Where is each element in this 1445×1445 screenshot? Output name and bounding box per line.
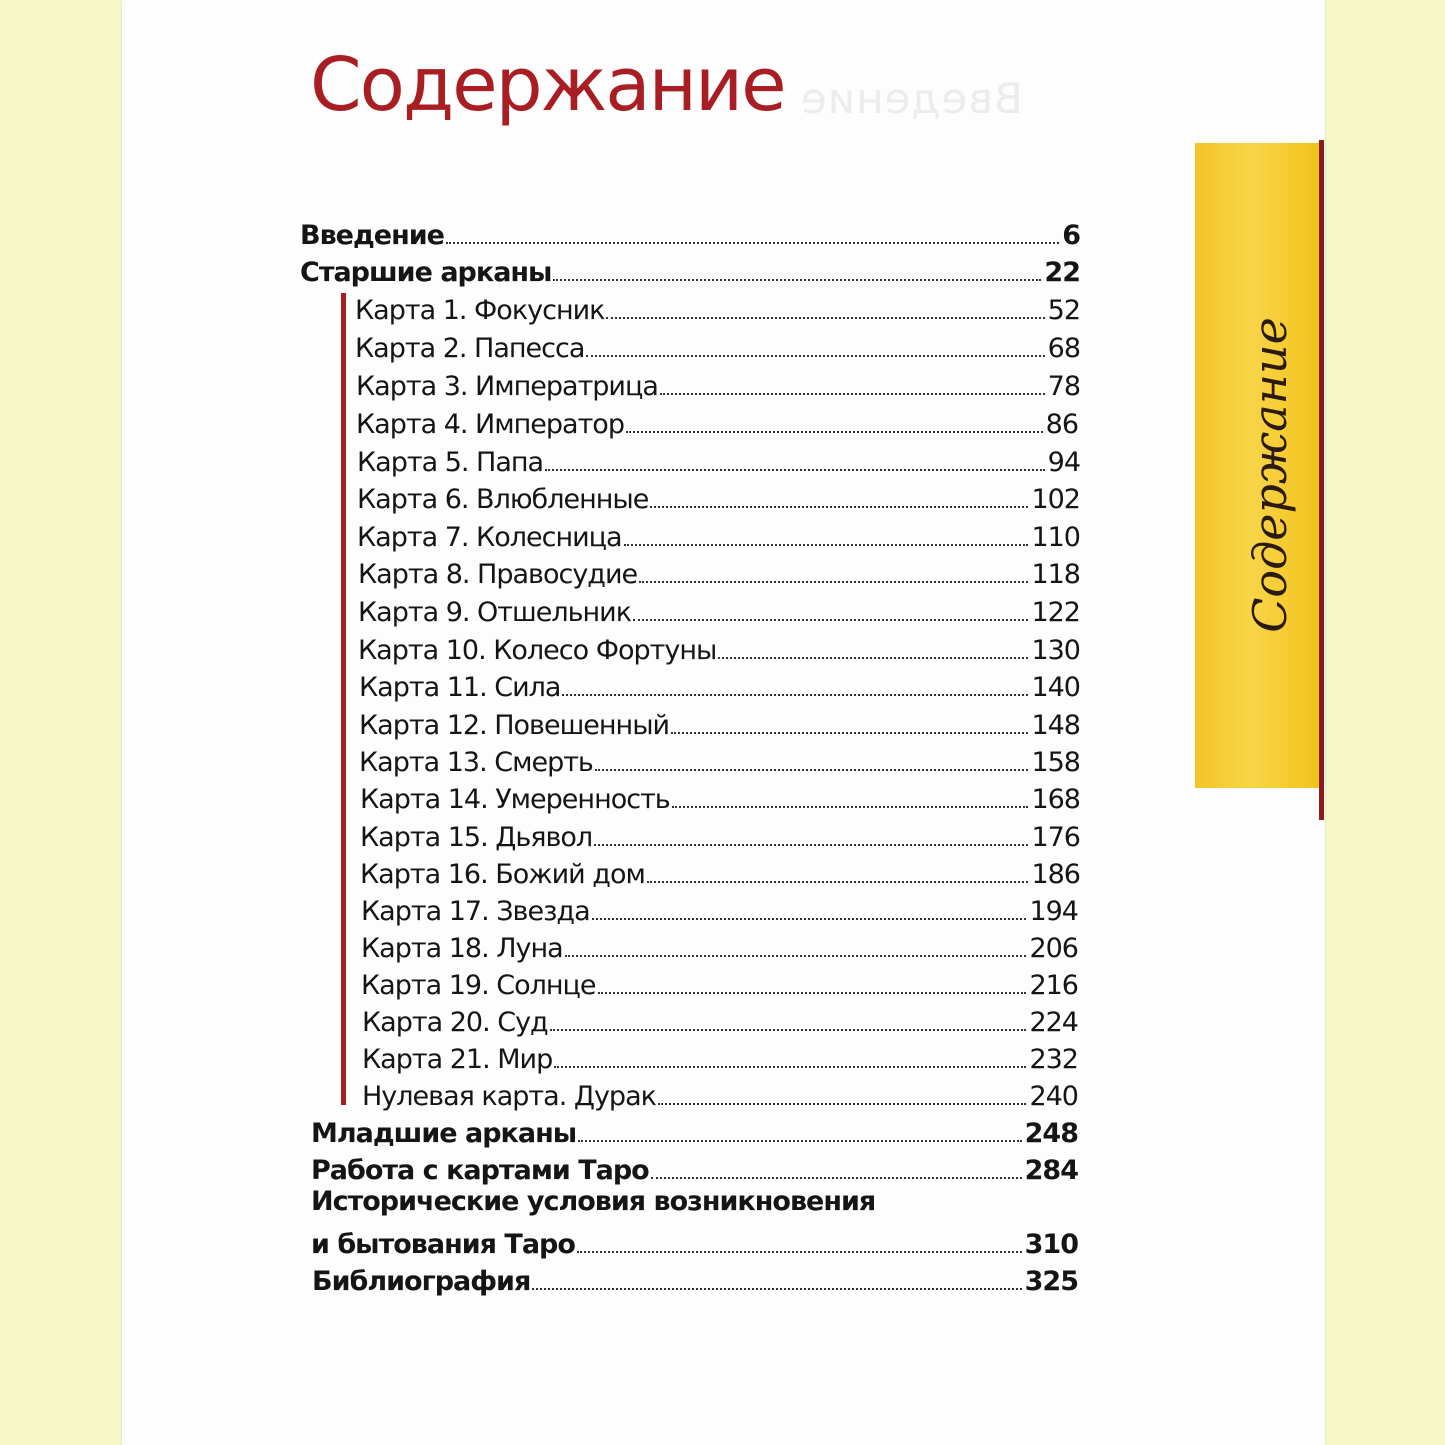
toc-entry[interactable] (360, 852, 1080, 890)
toc-page-number: 118 (1031, 559, 1080, 590)
toc-leader-dots (594, 844, 1028, 846)
toc-entry[interactable] (359, 703, 1080, 741)
toc-page-number: 284 (1024, 1155, 1078, 1186)
toc-entry-title: Карта 2. Папесса (355, 333, 585, 364)
toc-entry-title: Карта 5. Папа (357, 447, 544, 478)
toc-entry-title: Младшие арканы (311, 1118, 577, 1149)
toc-entry-title: Карта 21. Мир (362, 1044, 553, 1075)
side-tab-label: Содержание (1243, 317, 1297, 633)
toc-leader-dots (672, 806, 1029, 808)
toc-leader-dots (562, 694, 1028, 696)
toc-entry[interactable] (361, 889, 1078, 927)
toc-entry-title: Карта 12. Повешенный (359, 710, 670, 741)
toc-entry-title: Карта 7. Колесница (357, 522, 622, 553)
toc-entry-title: Карта 16. Божий дом (360, 859, 645, 890)
toc-page-number: 224 (1029, 1007, 1078, 1038)
toc-page-number: 110 (1031, 522, 1080, 553)
toc-leader-dots (639, 581, 1028, 583)
toc-entry-title: Карта 13. Смерть (359, 747, 593, 778)
toc-entry[interactable] (360, 815, 1080, 853)
toc-entry-historic-line1: Исторические условия возникновения (311, 1186, 876, 1217)
toc-entry[interactable] (355, 326, 1080, 364)
toc-leader-dots (650, 506, 1028, 508)
toc-leader-dots (532, 1288, 1021, 1290)
toc-entry[interactable] (357, 477, 1080, 515)
show-through-text: Введение (800, 74, 1023, 123)
toc-leader-dots (626, 431, 1043, 433)
toc-entry[interactable] (300, 250, 1080, 288)
toc-entry-title: Введение (300, 220, 444, 251)
toc-leader-dots (651, 1177, 1022, 1179)
toc-page-number: 94 (1047, 447, 1080, 478)
toc-page-number: 122 (1031, 597, 1080, 628)
toc-entry-title: Старшие арканы (300, 257, 552, 288)
toc-page-number: 68 (1047, 333, 1080, 364)
toc-leader-dots (671, 732, 1028, 734)
toc-leader-dots (565, 955, 1027, 957)
toc-page-number: 130 (1031, 635, 1080, 666)
toc-leader-dots (545, 469, 1045, 471)
toc-entry[interactable] (300, 213, 1080, 251)
toc-leader-dots (586, 355, 1044, 357)
toc-page-number: 52 (1047, 295, 1080, 326)
toc-leader-dots (550, 1029, 1027, 1031)
toc-leader-dots (446, 242, 1059, 244)
toc-page-number: 78 (1047, 371, 1080, 402)
toc-leader-dots (554, 1066, 1026, 1068)
toc-leader-dots (660, 393, 1045, 395)
toc-entry[interactable] (362, 1000, 1078, 1038)
toc-entry[interactable] (311, 1222, 1078, 1260)
toc-entry[interactable] (358, 590, 1080, 628)
toc-entry[interactable] (312, 1259, 1078, 1297)
toc-page-number: 6 (1062, 220, 1080, 251)
toc-entry-title: Карта 3. Императрица (356, 371, 658, 402)
section-bar (341, 293, 346, 1105)
toc-page-number: 186 (1031, 859, 1080, 890)
toc-page-number: 102 (1031, 484, 1080, 515)
toc-entry[interactable] (361, 926, 1078, 964)
toc-page-number: 194 (1029, 896, 1078, 927)
toc-entry-title: Карта 8. Правосудие (358, 559, 638, 590)
toc-leader-dots (718, 657, 1028, 659)
toc-leader-dots (577, 1251, 1022, 1253)
toc-page-number: 22 (1044, 257, 1080, 288)
toc-entry-title: Карта 18. Луна (361, 933, 563, 964)
toc-entry-title: Карта 20. Суд (362, 1007, 548, 1038)
toc-entry[interactable] (362, 1074, 1078, 1112)
toc-leader-dots (606, 317, 1044, 319)
toc-page-number: 176 (1031, 822, 1080, 853)
toc-entry[interactable] (311, 1111, 1078, 1149)
toc-entry[interactable] (357, 440, 1080, 478)
toc-entry-title: Библиография (312, 1266, 531, 1297)
toc-entry-title: Карта 4. Император (356, 409, 624, 440)
toc-page-number: 325 (1024, 1266, 1078, 1297)
toc-entry-title: Карта 11. Сила (359, 672, 561, 703)
toc-entry[interactable] (359, 665, 1080, 703)
toc-entry[interactable] (311, 1148, 1078, 1186)
toc-entry-title: и бытования Таро (311, 1229, 575, 1260)
toc-entry-title: Карта 6. Влюбленные (357, 484, 649, 515)
toc-entry-title: Карта 14. Умеренность (360, 784, 670, 815)
toc-entry[interactable] (361, 963, 1078, 1001)
toc-page-number: 248 (1024, 1118, 1078, 1149)
toc-leader-dots (647, 881, 1029, 883)
toc-entry[interactable] (362, 1037, 1078, 1075)
toc-entry[interactable] (359, 740, 1080, 778)
toc-page-number: 216 (1029, 970, 1078, 1001)
toc-entry-title: Карта 1. Фокусник (355, 295, 605, 326)
toc-entry-title: Карта 17. Звезда (361, 896, 590, 927)
page-title: Содержание (310, 42, 785, 128)
toc-leader-dots (592, 918, 1027, 920)
toc-page-number: 310 (1024, 1229, 1078, 1260)
toc-entry-title: Нулевая карта. Дурак (362, 1081, 656, 1112)
toc-page-number: 168 (1031, 784, 1080, 815)
toc-page-number: 140 (1031, 672, 1080, 703)
toc-leader-dots (595, 769, 1029, 771)
toc-entry-title: Карта 15. Дьявол (360, 822, 593, 853)
side-tab-edge (1319, 140, 1324, 820)
toc-entry[interactable] (358, 628, 1080, 666)
toc-page-number: 206 (1029, 933, 1078, 964)
toc-page-number: 232 (1029, 1044, 1078, 1075)
toc-page-number: 158 (1031, 747, 1080, 778)
toc-entry[interactable] (356, 402, 1078, 440)
toc-entry-title: Карта 9. Отшельник (358, 597, 632, 628)
toc-leader-dots (658, 1103, 1027, 1105)
toc-entry[interactable] (360, 777, 1080, 815)
toc-page-number: 148 (1031, 710, 1080, 741)
toc-entry-title: Работа с картами Таро (311, 1155, 649, 1186)
toc-entry-title: Карта 19. Солнце (361, 970, 596, 1001)
toc-leader-dots (598, 992, 1027, 994)
toc-entry[interactable] (358, 552, 1080, 590)
toc-leader-dots (624, 544, 1029, 546)
toc-leader-dots (578, 1140, 1021, 1142)
toc-page-number: 86 (1045, 409, 1078, 440)
toc-entry[interactable] (355, 288, 1080, 326)
toc-entry[interactable] (356, 364, 1080, 402)
toc-entry[interactable] (357, 515, 1080, 553)
toc-page-number: 240 (1029, 1081, 1078, 1112)
toc-entry-title: Карта 10. Колесо Фортуны (358, 635, 717, 666)
toc-leader-dots (633, 619, 1028, 621)
toc-leader-dots (553, 279, 1041, 281)
